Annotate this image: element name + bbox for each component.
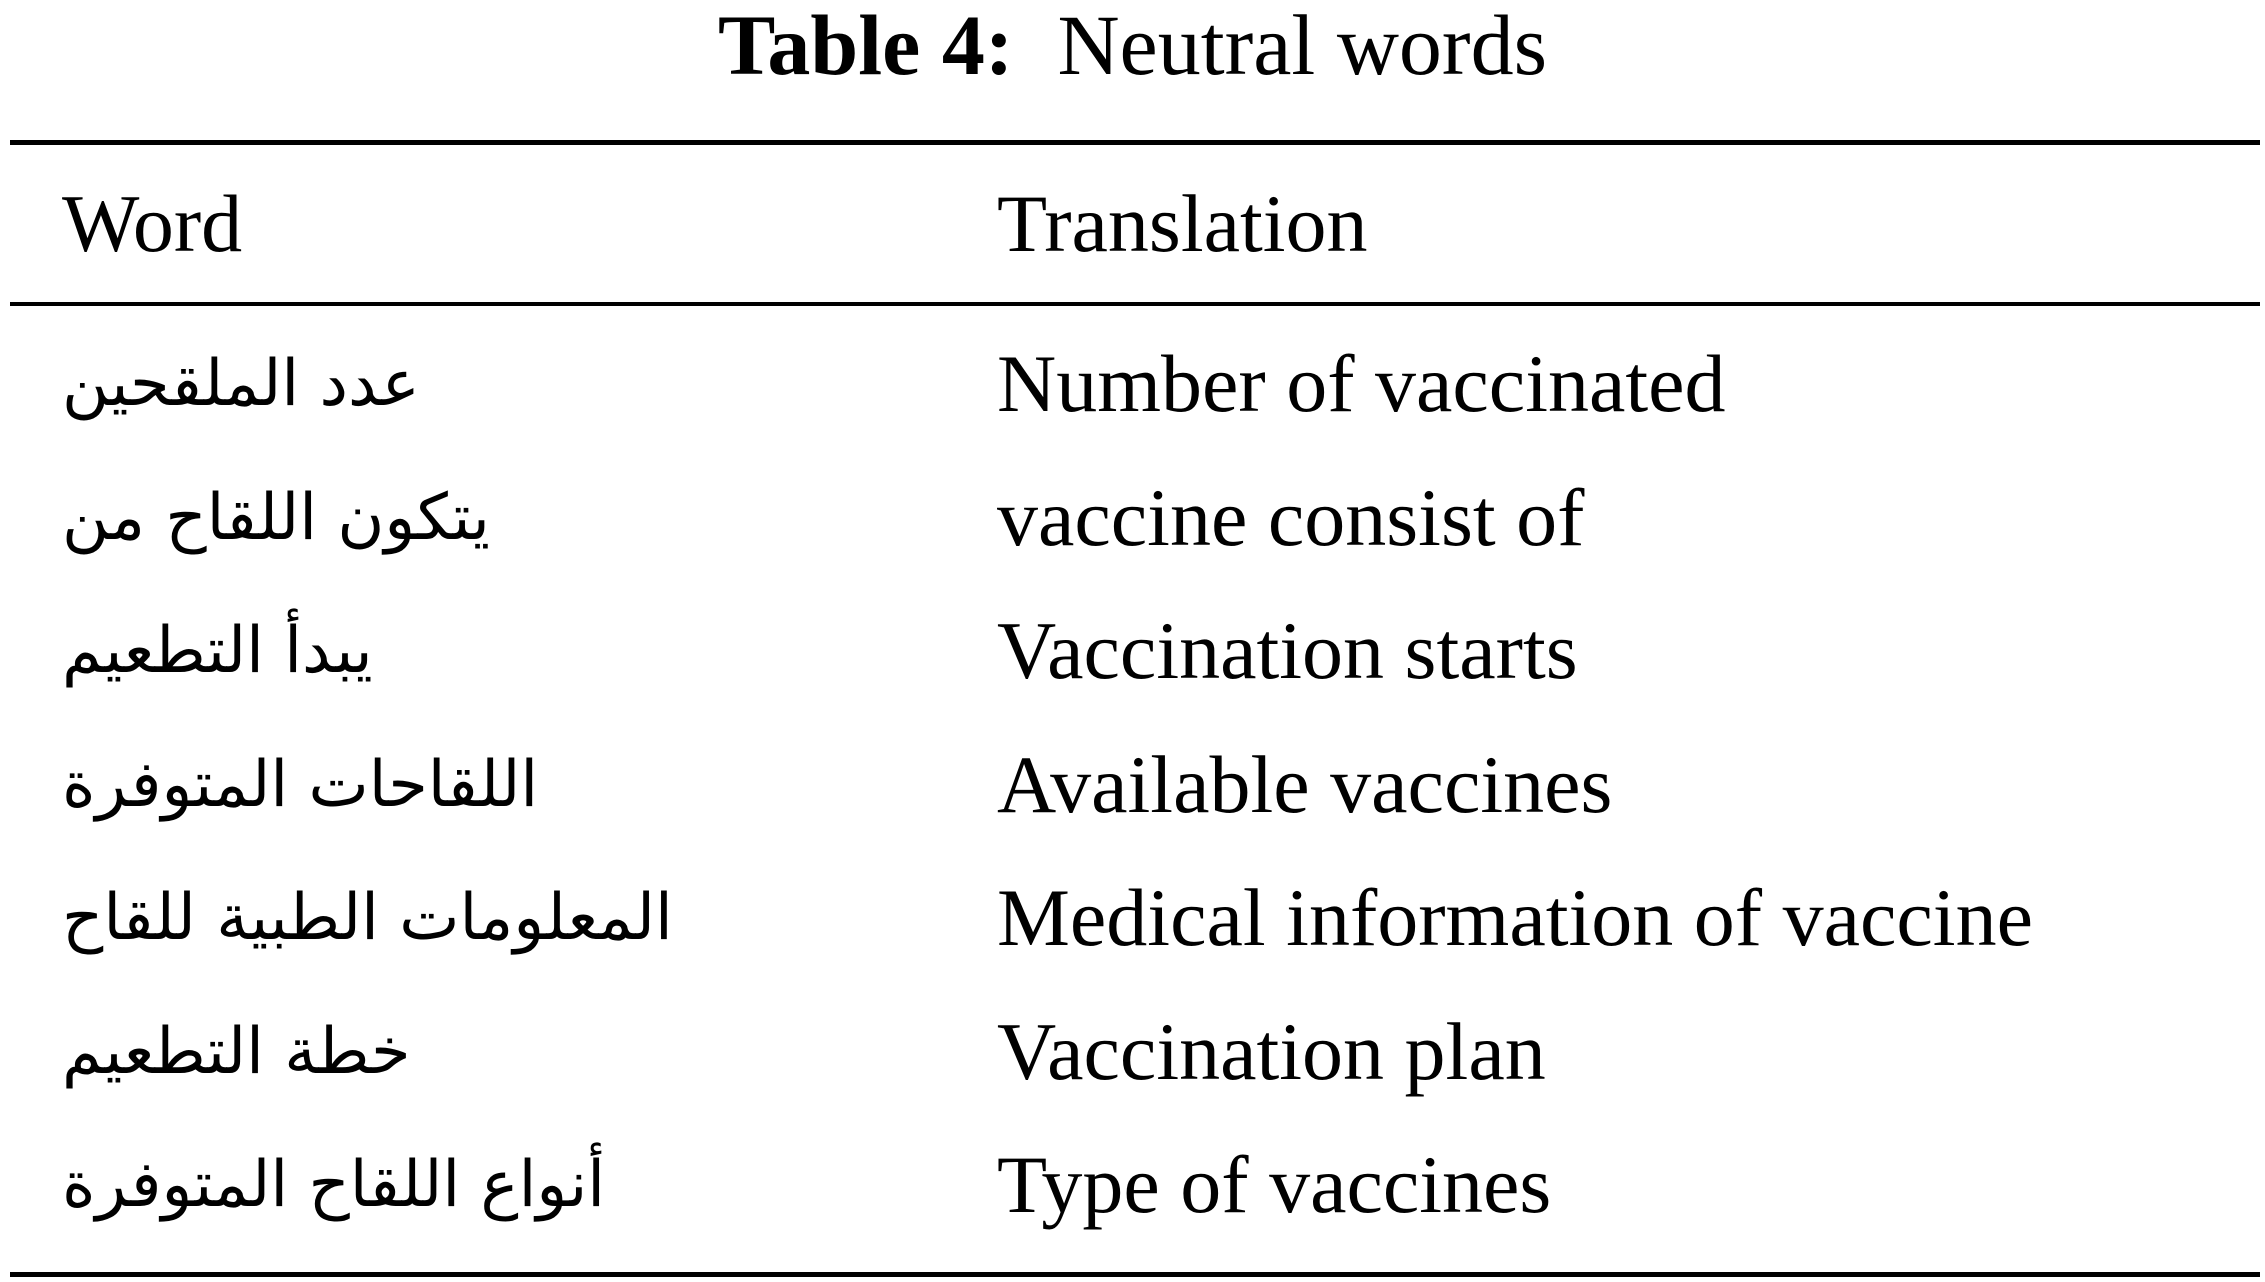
table-caption bbox=[0, 0, 2265, 100]
table-row-translation: Available vaccines bbox=[997, 739, 1613, 830]
bottom-rule bbox=[10, 1272, 2260, 1277]
table-row-word: أنواع اللقاح المتوفرة bbox=[62, 1148, 606, 1222]
table-row-translation: Vaccination plan bbox=[997, 1006, 1546, 1097]
table-caption-label: Table 4: bbox=[717, 0, 1014, 93]
column-header-word: Word bbox=[62, 178, 243, 269]
table-row-word: المعلومات الطبية للقاح bbox=[62, 881, 673, 955]
header-rule bbox=[10, 302, 2260, 306]
table-row-translation: Vaccination starts bbox=[997, 605, 1578, 696]
table-row-word: اللقاحات المتوفرة bbox=[62, 748, 539, 822]
top-rule bbox=[10, 140, 2260, 145]
table-caption-text: Neutral words bbox=[1057, 0, 1548, 93]
table-row-word: عدد الملقحين bbox=[62, 347, 420, 421]
table-row-word: خطة التطعيم bbox=[62, 1015, 411, 1089]
table-row-translation: Type of vaccines bbox=[997, 1139, 1552, 1230]
table-row-translation: vaccine consist of bbox=[997, 472, 1585, 563]
column-header-translation: Translation bbox=[997, 178, 1368, 269]
table-row-word: يبدأ التطعيم bbox=[62, 614, 373, 688]
table-row-translation: Medical information of vaccine bbox=[997, 872, 2033, 963]
table-row-word: يتكون اللقاح من bbox=[62, 481, 490, 555]
table-row-translation: Number of vaccinated bbox=[997, 338, 1726, 429]
